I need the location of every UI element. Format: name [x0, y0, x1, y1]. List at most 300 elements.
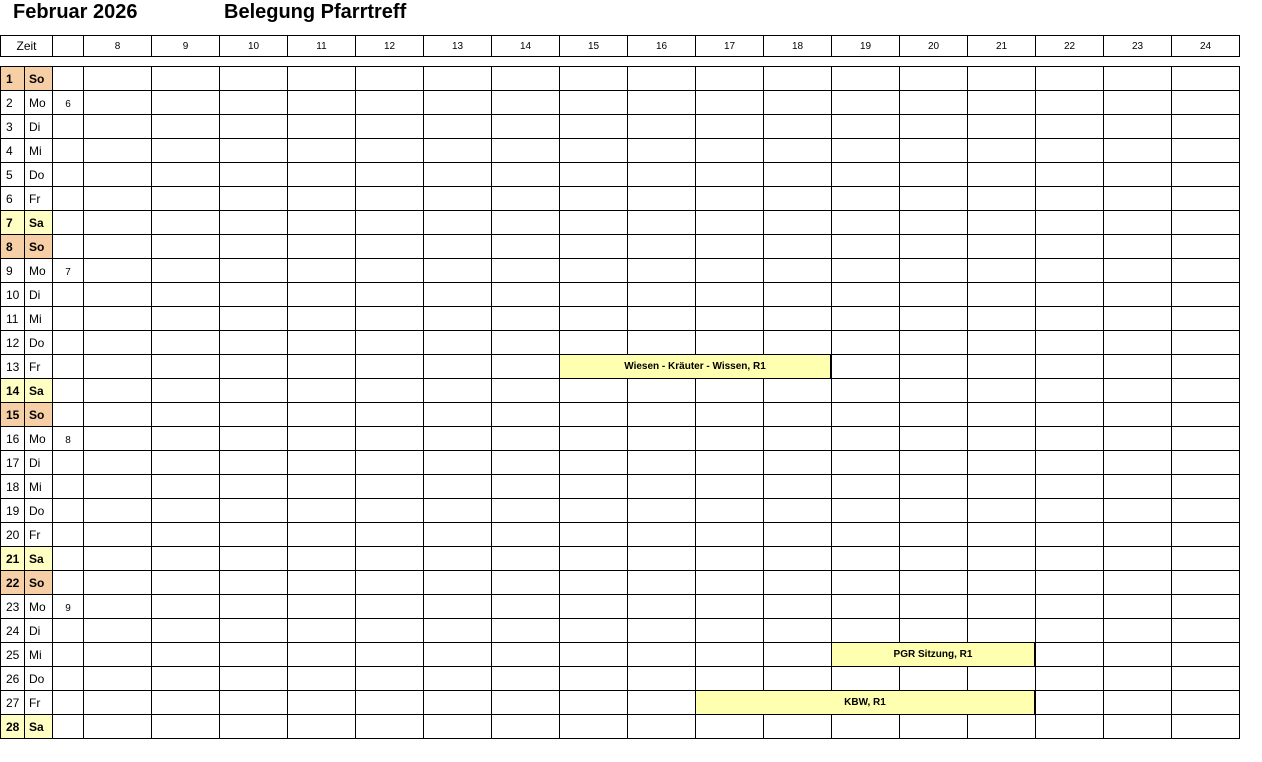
hour-slot[interactable]: [1035, 642, 1104, 667]
hour-slot[interactable]: [491, 426, 560, 451]
hour-slot[interactable]: [967, 162, 1036, 187]
hour-slot[interactable]: [491, 354, 560, 379]
hour-slot[interactable]: [151, 258, 220, 283]
hour-slot[interactable]: [899, 90, 968, 115]
hour-slot[interactable]: [83, 690, 152, 715]
hour-slot[interactable]: [1103, 690, 1172, 715]
hour-slot[interactable]: [695, 570, 764, 595]
hour-slot[interactable]: [355, 234, 424, 259]
hour-slot[interactable]: [355, 618, 424, 643]
hour-slot[interactable]: [1035, 426, 1104, 451]
hour-slot[interactable]: [831, 666, 900, 691]
hour-slot[interactable]: [1171, 570, 1240, 595]
hour-slot[interactable]: [1035, 618, 1104, 643]
hour-slot[interactable]: [763, 666, 832, 691]
hour-slot[interactable]: [899, 258, 968, 283]
hour-slot[interactable]: [423, 450, 492, 475]
hour-slot[interactable]: [151, 498, 220, 523]
hour-slot[interactable]: [355, 714, 424, 739]
hour-slot[interactable]: [491, 642, 560, 667]
hour-slot[interactable]: [287, 330, 356, 355]
hour-slot[interactable]: [1035, 354, 1104, 379]
hour-slot[interactable]: [1035, 546, 1104, 571]
hour-slot[interactable]: [1035, 330, 1104, 355]
hour-slot[interactable]: [967, 186, 1036, 211]
hour-slot[interactable]: [763, 330, 832, 355]
hour-slot[interactable]: [899, 666, 968, 691]
hour-slot[interactable]: [287, 498, 356, 523]
hour-slot[interactable]: [559, 114, 628, 139]
hour-slot[interactable]: [899, 402, 968, 427]
hour-slot[interactable]: [695, 210, 764, 235]
hour-slot[interactable]: [559, 498, 628, 523]
hour-slot[interactable]: [967, 546, 1036, 571]
hour-slot[interactable]: [831, 282, 900, 307]
hour-slot[interactable]: [967, 474, 1036, 499]
hour-slot[interactable]: [491, 330, 560, 355]
hour-slot[interactable]: [1035, 522, 1104, 547]
hour-slot[interactable]: [899, 522, 968, 547]
hour-slot[interactable]: [763, 378, 832, 403]
hour-slot[interactable]: [491, 306, 560, 331]
hour-slot[interactable]: [831, 594, 900, 619]
hour-slot[interactable]: [287, 378, 356, 403]
hour-slot[interactable]: [423, 498, 492, 523]
hour-slot[interactable]: [1103, 210, 1172, 235]
hour-slot[interactable]: [763, 138, 832, 163]
hour-slot[interactable]: [1103, 186, 1172, 211]
hour-slot[interactable]: [627, 594, 696, 619]
hour-slot[interactable]: [151, 474, 220, 499]
hour-slot[interactable]: [151, 618, 220, 643]
hour-slot[interactable]: [423, 594, 492, 619]
hour-slot[interactable]: [287, 474, 356, 499]
hour-slot[interactable]: [151, 546, 220, 571]
hour-slot[interactable]: [355, 498, 424, 523]
hour-slot[interactable]: [287, 306, 356, 331]
hour-slot[interactable]: [695, 450, 764, 475]
hour-slot[interactable]: [1103, 618, 1172, 643]
hour-slot[interactable]: [355, 522, 424, 547]
hour-slot[interactable]: [219, 186, 288, 211]
hour-slot[interactable]: [559, 474, 628, 499]
hour-slot[interactable]: [423, 402, 492, 427]
hour-slot[interactable]: [1171, 594, 1240, 619]
hour-slot[interactable]: [831, 330, 900, 355]
hour-slot[interactable]: [627, 570, 696, 595]
hour-slot[interactable]: [831, 186, 900, 211]
hour-slot[interactable]: [627, 162, 696, 187]
hour-slot[interactable]: [559, 522, 628, 547]
hour-slot[interactable]: [695, 426, 764, 451]
hour-slot[interactable]: [967, 522, 1036, 547]
hour-slot[interactable]: [695, 114, 764, 139]
hour-slot[interactable]: [83, 138, 152, 163]
hour-slot[interactable]: [1035, 690, 1104, 715]
hour-slot[interactable]: [83, 498, 152, 523]
hour-slot[interactable]: [559, 570, 628, 595]
hour-slot[interactable]: [559, 138, 628, 163]
hour-slot[interactable]: [763, 282, 832, 307]
hour-slot[interactable]: [627, 522, 696, 547]
hour-slot[interactable]: [1103, 162, 1172, 187]
hour-slot[interactable]: [763, 426, 832, 451]
hour-slot[interactable]: [423, 306, 492, 331]
hour-slot[interactable]: [83, 210, 152, 235]
hour-slot[interactable]: [151, 690, 220, 715]
hour-slot[interactable]: [423, 66, 492, 91]
hour-slot[interactable]: [831, 378, 900, 403]
hour-slot[interactable]: [1171, 714, 1240, 739]
hour-slot[interactable]: [355, 306, 424, 331]
hour-slot[interactable]: [355, 450, 424, 475]
hour-slot[interactable]: [1103, 402, 1172, 427]
hour-slot[interactable]: [355, 138, 424, 163]
hour-slot[interactable]: [559, 378, 628, 403]
hour-slot[interactable]: [695, 330, 764, 355]
hour-slot[interactable]: [355, 90, 424, 115]
hour-slot[interactable]: [423, 690, 492, 715]
hour-slot[interactable]: [423, 234, 492, 259]
hour-slot[interactable]: [1035, 258, 1104, 283]
hour-slot[interactable]: [491, 234, 560, 259]
hour-slot[interactable]: [1171, 210, 1240, 235]
hour-slot[interactable]: [491, 210, 560, 235]
hour-slot[interactable]: [831, 522, 900, 547]
hour-slot[interactable]: [1103, 594, 1172, 619]
hour-slot[interactable]: [559, 594, 628, 619]
hour-slot[interactable]: [219, 450, 288, 475]
hour-slot[interactable]: [831, 162, 900, 187]
hour-slot[interactable]: [355, 666, 424, 691]
hour-slot[interactable]: [83, 162, 152, 187]
hour-slot[interactable]: [83, 642, 152, 667]
hour-slot[interactable]: [151, 570, 220, 595]
hour-slot[interactable]: [1035, 210, 1104, 235]
hour-slot[interactable]: [287, 714, 356, 739]
hour-slot[interactable]: [83, 354, 152, 379]
hour-slot[interactable]: [423, 186, 492, 211]
hour-slot[interactable]: [695, 306, 764, 331]
hour-slot[interactable]: [83, 258, 152, 283]
hour-slot[interactable]: [151, 186, 220, 211]
hour-slot[interactable]: [763, 210, 832, 235]
hour-slot[interactable]: [627, 474, 696, 499]
hour-slot[interactable]: [559, 642, 628, 667]
hour-slot[interactable]: [1035, 594, 1104, 619]
hour-slot[interactable]: [695, 186, 764, 211]
hour-slot[interactable]: [559, 714, 628, 739]
hour-slot[interactable]: [151, 138, 220, 163]
hour-slot[interactable]: [763, 162, 832, 187]
hour-slot[interactable]: [1035, 162, 1104, 187]
hour-slot[interactable]: [423, 618, 492, 643]
hour-slot[interactable]: [83, 594, 152, 619]
hour-slot[interactable]: [1035, 306, 1104, 331]
hour-slot[interactable]: [831, 618, 900, 643]
hour-slot[interactable]: [287, 90, 356, 115]
hour-slot[interactable]: [627, 378, 696, 403]
hour-slot[interactable]: [219, 498, 288, 523]
hour-slot[interactable]: [83, 474, 152, 499]
hour-slot[interactable]: [1103, 474, 1172, 499]
hour-slot[interactable]: [627, 186, 696, 211]
hour-slot[interactable]: [559, 66, 628, 91]
hour-slot[interactable]: [695, 618, 764, 643]
hour-slot[interactable]: [151, 354, 220, 379]
hour-slot[interactable]: [219, 402, 288, 427]
hour-slot[interactable]: [355, 258, 424, 283]
hour-slot[interactable]: [355, 546, 424, 571]
hour-slot[interactable]: [695, 474, 764, 499]
hour-slot[interactable]: [1171, 306, 1240, 331]
hour-slot[interactable]: [1035, 66, 1104, 91]
hour-slot[interactable]: [83, 666, 152, 691]
hour-slot[interactable]: [899, 306, 968, 331]
hour-slot[interactable]: [831, 570, 900, 595]
hour-slot[interactable]: [151, 402, 220, 427]
hour-slot[interactable]: [423, 714, 492, 739]
hour-slot[interactable]: [831, 450, 900, 475]
hour-slot[interactable]: [627, 498, 696, 523]
hour-slot[interactable]: [355, 402, 424, 427]
hour-slot[interactable]: [423, 546, 492, 571]
hour-slot[interactable]: [219, 282, 288, 307]
hour-slot[interactable]: [287, 690, 356, 715]
hour-slot[interactable]: [1103, 450, 1172, 475]
hour-slot[interactable]: [559, 402, 628, 427]
hour-slot[interactable]: [287, 594, 356, 619]
hour-slot[interactable]: [967, 378, 1036, 403]
hour-slot[interactable]: [355, 186, 424, 211]
hour-slot[interactable]: [219, 138, 288, 163]
hour-slot[interactable]: [491, 498, 560, 523]
hour-slot[interactable]: [763, 450, 832, 475]
hour-slot[interactable]: [763, 546, 832, 571]
hour-slot[interactable]: [219, 162, 288, 187]
hour-slot[interactable]: [1171, 450, 1240, 475]
hour-slot[interactable]: [695, 498, 764, 523]
hour-slot[interactable]: [355, 114, 424, 139]
hour-slot[interactable]: [219, 474, 288, 499]
hour-slot[interactable]: [1103, 234, 1172, 259]
hour-slot[interactable]: [1103, 282, 1172, 307]
hour-slot[interactable]: [559, 426, 628, 451]
hour-slot[interactable]: [287, 234, 356, 259]
hour-slot[interactable]: [627, 114, 696, 139]
hour-slot[interactable]: [831, 546, 900, 571]
hour-slot[interactable]: [1171, 90, 1240, 115]
hour-slot[interactable]: [627, 546, 696, 571]
hour-slot[interactable]: [763, 714, 832, 739]
hour-slot[interactable]: [83, 330, 152, 355]
hour-slot[interactable]: [491, 90, 560, 115]
hour-slot[interactable]: [627, 402, 696, 427]
hour-slot[interactable]: [355, 330, 424, 355]
hour-slot[interactable]: [83, 402, 152, 427]
hour-slot[interactable]: [83, 450, 152, 475]
hour-slot[interactable]: [967, 594, 1036, 619]
hour-slot[interactable]: [151, 210, 220, 235]
hour-slot[interactable]: [559, 186, 628, 211]
hour-slot[interactable]: [559, 450, 628, 475]
hour-slot[interactable]: [423, 666, 492, 691]
hour-slot[interactable]: [1035, 570, 1104, 595]
hour-slot[interactable]: [491, 546, 560, 571]
hour-slot[interactable]: [627, 714, 696, 739]
hour-slot[interactable]: [219, 666, 288, 691]
hour-slot[interactable]: [763, 258, 832, 283]
hour-slot[interactable]: [559, 618, 628, 643]
hour-slot[interactable]: [355, 690, 424, 715]
hour-slot[interactable]: [967, 330, 1036, 355]
hour-slot[interactable]: [287, 522, 356, 547]
hour-slot[interactable]: [83, 90, 152, 115]
hour-slot[interactable]: [1103, 258, 1172, 283]
hour-slot[interactable]: [83, 618, 152, 643]
hour-slot[interactable]: [219, 378, 288, 403]
hour-slot[interactable]: [559, 546, 628, 571]
hour-slot[interactable]: [1103, 714, 1172, 739]
hour-slot[interactable]: [1171, 546, 1240, 571]
hour-slot[interactable]: [355, 162, 424, 187]
hour-slot[interactable]: [899, 474, 968, 499]
hour-slot[interactable]: [763, 474, 832, 499]
hour-slot[interactable]: [1171, 282, 1240, 307]
hour-slot[interactable]: [763, 306, 832, 331]
hour-slot[interactable]: [899, 450, 968, 475]
hour-slot[interactable]: [219, 690, 288, 715]
hour-slot[interactable]: [423, 162, 492, 187]
hour-slot[interactable]: [151, 234, 220, 259]
hour-slot[interactable]: [83, 306, 152, 331]
hour-slot[interactable]: [423, 378, 492, 403]
hour-slot[interactable]: [899, 330, 968, 355]
hour-slot[interactable]: [219, 546, 288, 571]
hour-slot[interactable]: [355, 282, 424, 307]
hour-slot[interactable]: [287, 282, 356, 307]
hour-slot[interactable]: [83, 186, 152, 211]
hour-slot[interactable]: [1171, 522, 1240, 547]
hour-slot[interactable]: [83, 570, 152, 595]
hour-slot[interactable]: [287, 666, 356, 691]
hour-slot[interactable]: [287, 450, 356, 475]
hour-slot[interactable]: [695, 522, 764, 547]
hour-slot[interactable]: [967, 666, 1036, 691]
hour-slot[interactable]: [559, 306, 628, 331]
hour-slot[interactable]: [1171, 354, 1240, 379]
hour-slot[interactable]: [1035, 114, 1104, 139]
hour-slot[interactable]: [491, 138, 560, 163]
hour-slot[interactable]: [491, 474, 560, 499]
hour-slot[interactable]: [627, 210, 696, 235]
hour-slot[interactable]: [219, 90, 288, 115]
hour-slot[interactable]: [967, 402, 1036, 427]
hour-slot[interactable]: [1103, 330, 1172, 355]
hour-slot[interactable]: [287, 162, 356, 187]
hour-slot[interactable]: [83, 714, 152, 739]
hour-slot[interactable]: [423, 210, 492, 235]
hour-slot[interactable]: [1035, 282, 1104, 307]
hour-slot[interactable]: [967, 618, 1036, 643]
hour-slot[interactable]: [695, 162, 764, 187]
hour-slot[interactable]: [627, 690, 696, 715]
hour-slot[interactable]: [151, 714, 220, 739]
hour-slot[interactable]: [491, 618, 560, 643]
hour-slot[interactable]: [287, 258, 356, 283]
hour-slot[interactable]: [491, 450, 560, 475]
hour-slot[interactable]: [627, 282, 696, 307]
hour-slot[interactable]: [899, 234, 968, 259]
hour-slot[interactable]: [1171, 66, 1240, 91]
hour-slot[interactable]: [899, 162, 968, 187]
hour-slot[interactable]: [831, 354, 900, 379]
hour-slot[interactable]: [967, 354, 1036, 379]
hour-slot[interactable]: [967, 498, 1036, 523]
hour-slot[interactable]: [1171, 474, 1240, 499]
hour-slot[interactable]: [355, 354, 424, 379]
hour-slot[interactable]: [1171, 618, 1240, 643]
hour-slot[interactable]: [151, 90, 220, 115]
hour-slot[interactable]: [423, 258, 492, 283]
hour-slot[interactable]: [899, 186, 968, 211]
hour-slot[interactable]: [763, 498, 832, 523]
hour-slot[interactable]: [83, 522, 152, 547]
hour-slot[interactable]: [423, 330, 492, 355]
hour-slot[interactable]: [355, 66, 424, 91]
hour-slot[interactable]: [219, 642, 288, 667]
hour-slot[interactable]: [627, 666, 696, 691]
hour-slot[interactable]: [491, 690, 560, 715]
hour-slot[interactable]: [899, 426, 968, 451]
hour-slot[interactable]: [219, 714, 288, 739]
hour-slot[interactable]: [491, 714, 560, 739]
hour-slot[interactable]: [695, 666, 764, 691]
hour-slot[interactable]: [1171, 426, 1240, 451]
hour-slot[interactable]: [831, 138, 900, 163]
hour-slot[interactable]: [695, 90, 764, 115]
hour-slot[interactable]: [219, 210, 288, 235]
hour-slot[interactable]: [967, 258, 1036, 283]
hour-slot[interactable]: [559, 666, 628, 691]
hour-slot[interactable]: [1035, 90, 1104, 115]
hour-slot[interactable]: [899, 210, 968, 235]
hour-slot[interactable]: [219, 594, 288, 619]
hour-slot[interactable]: [151, 426, 220, 451]
hour-slot[interactable]: [219, 618, 288, 643]
hour-slot[interactable]: [695, 282, 764, 307]
hour-slot[interactable]: [491, 378, 560, 403]
hour-slot[interactable]: [423, 114, 492, 139]
hour-slot[interactable]: [151, 522, 220, 547]
hour-slot[interactable]: [1103, 114, 1172, 139]
hour-slot[interactable]: [151, 450, 220, 475]
hour-slot[interactable]: [831, 210, 900, 235]
hour-slot[interactable]: [763, 234, 832, 259]
hour-slot[interactable]: [1103, 354, 1172, 379]
hour-slot[interactable]: [151, 642, 220, 667]
hour-slot[interactable]: [1171, 402, 1240, 427]
hour-slot[interactable]: [219, 66, 288, 91]
hour-slot[interactable]: [899, 714, 968, 739]
hour-slot[interactable]: [423, 282, 492, 307]
hour-slot[interactable]: [899, 618, 968, 643]
hour-slot[interactable]: [559, 234, 628, 259]
hour-slot[interactable]: [491, 570, 560, 595]
hour-slot[interactable]: [559, 162, 628, 187]
hour-slot[interactable]: [831, 66, 900, 91]
hour-slot[interactable]: [559, 210, 628, 235]
